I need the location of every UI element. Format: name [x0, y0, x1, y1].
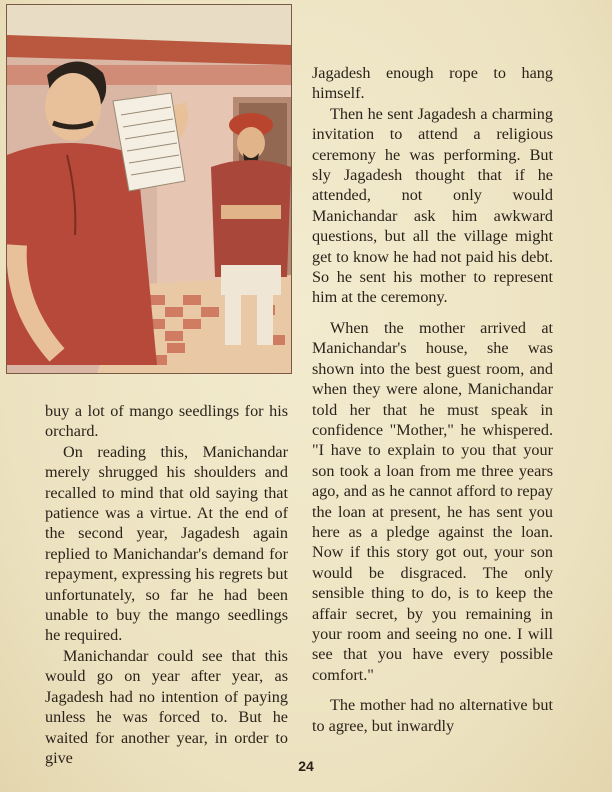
- page-number: 24: [298, 758, 314, 774]
- paragraph: The mother had no alternative but to agree, but inwardly: [312, 696, 553, 735]
- paragraph: Manichandar could see that this would go on year after year, as Jagadesh had no intention of paying unless he was forced to. But he waited for another year, in order to give: [45, 646, 288, 767]
- paragraph: Then he sent Jagadesh a charming invitation to attend a religious ceremony he was performing. But sly Jagadesh thought that if he attended, not only would Manichandar ask him awkward questions, but all the village might get to know he had not paid his debt. So he sent his mother to represent him at the ceremony.: [312, 104, 553, 307]
- right-column: [312, 63, 553, 736]
- story-illustration: [6, 4, 292, 374]
- paragraph-gap: [312, 685, 553, 695]
- paragraph: buy a lot of mango seedlings for his orchard.: [45, 402, 288, 441]
- paragraph-gap: [312, 308, 553, 318]
- illustration-art: [7, 5, 291, 373]
- paragraph: On reading this, Manichandar merely shrugged his shoulders and recalled to mind that old saying that patience was a virtue. At the end of the second year, Jagadesh again replied to Manichandar's demand for repayment, expressing his regrets but unfortunately, so far he had been unable to buy the mango seedlings he required.: [45, 442, 288, 645]
- paragraph: When the mother arrived at Manichandar's house, she was shown into the best guest room, and when they were alone, Manichandar told her that he must speak in confidence "Mother," he whispered. "I have to explain to you that your son took a loan from me three years ago, and as he cannot afford to repay the loan at present, he has sent you here as a pledge against the loan. Now if this story got out, your son would be disgraced. The only sensible thing to do, is to keep the affair secret, by you remaining in your room and seeing no one. I will see that you have every possible comfort.": [312, 318, 553, 684]
- paragraph: Jagadesh enough rope to hang himself.: [312, 64, 553, 103]
- left-column: [45, 401, 288, 768]
